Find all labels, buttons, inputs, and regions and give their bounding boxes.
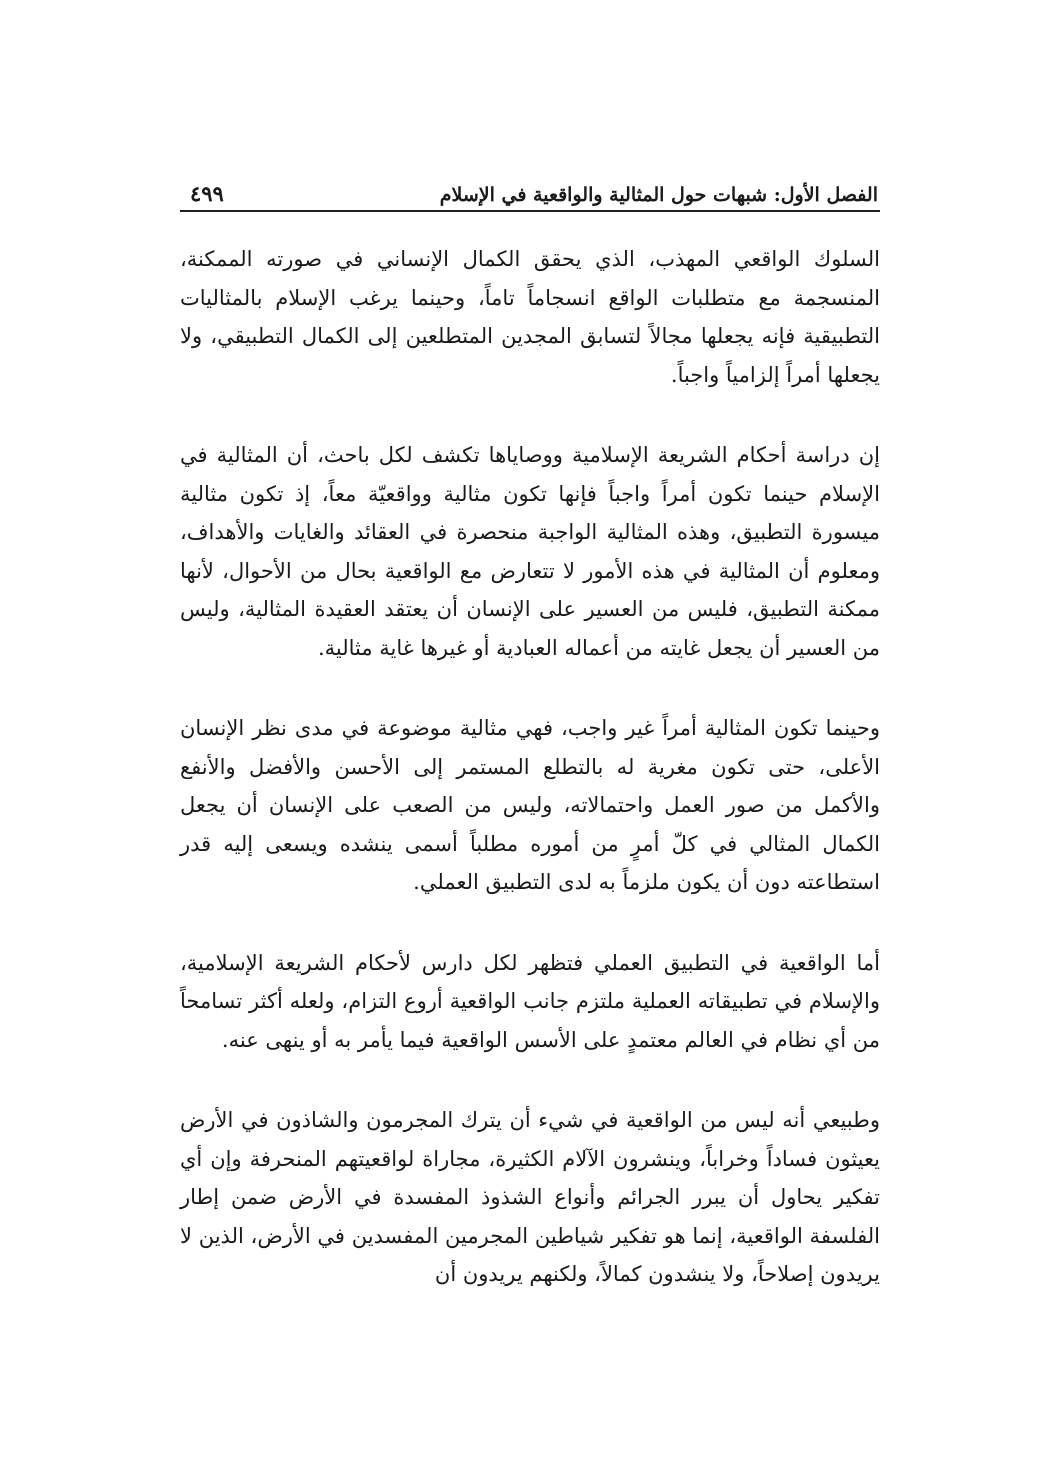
chapter-title: الفصل الأول: شبهات حول المثالية والواقعية في الإسلام [439, 184, 878, 206]
page-number: ٤٩٩ [190, 181, 224, 206]
paragraph-4: أما الواقعية في التطبيق العملي فتظهر لكل دارس لأحكام الشريعة الإسلامية، والإسلام في تطبيقاته العملية ملتزم جانب الواقعية أروع التزام، ولعله أكثر تسامحاً من أي نظام في العالم معتمدٍ على الأسس الواقعية فيما يأمر به أو ينهى عنه. [180, 950, 880, 1052]
body-text [180, 240, 880, 1294]
paragraph-3: وحينما تكون المثالية أمراً غير واجب، فهي مثالية موضوعة في مدى نظر الإنسان الأعلى، حتى تكون مغرية له بالتطلع المستمر إلى الأحسن والأفضل والأنفع والأكمل من صور العمل واحتمالاته، وليس من الصعب على الإنسان أن يجعل الكمال المثالي في كلّ أمرٍ من أموره مطلباً أسمى ينشده ويسعى إليه قدر استطاعته دون أن يكون ملزماً به لدى التطبيق العملي. [180, 716, 880, 894]
paragraph-2: إن دراسة أحكام الشريعة الإسلامية ووصاياها تكشف لكل باحث، أن المثالية في الإسلام حينما تكون أمراً واجباً فإنها تكون مثالية وواقعيّة معاً، إذ تكون مثالية ميسورة التطبيق، وهذه المثالية الواجبة منحصرة في العقائد والغايات والأهداف، ومعلوم أن المثالية في هذه الأمور لا تتعارض مع الواقعية بحال من الأحوال، لأنها ممكنة التطبيق، فليس من العسير على الإنسان أن يعتقد العقيدة المثالية، وليس من العسير أن يجعل غايته من أعماله العبادية أو غيرها غاية مثالية. [180, 443, 880, 660]
running-header [180, 170, 880, 212]
paragraph-5: وطبيعي أنه ليس من الواقعية في شيء أن يترك المجرمون والشاذون في الأرض يعيثون فساداً وخراباً، وينشرون الآلام الكثيرة، مجاراة لواقعيتهم المنحرفة وإن أي تفكير يحاول أن يبرر الجرائم وأنواع الشذوذ المفسدة في الأرض ضمن إطار الفلسفة الواقعية، إنما هو تفكير شياطين المجرمين المفسدين في الأرض، الذين لا يريدون إصلاحاً، ولا ينشدون كمالاً، ولكنهم يريدون أن [180, 1108, 880, 1286]
paragraph-1: السلوك الواقعي المهذب، الذي يحقق الكمال الإنساني في صورته الممكنة، المنسجمة مع متطلبات الواقع انسجاماً تاماً، وحينما يرغب الإسلام بالمثاليات التطبيقية فإنه يجعلها مجالاً لتسابق المجدين المتطلعين إلى الكمال التطبيقي، ولا يجعلها أمراً إلزامياً واجباً. [180, 247, 880, 387]
book-page [180, 170, 880, 1294]
